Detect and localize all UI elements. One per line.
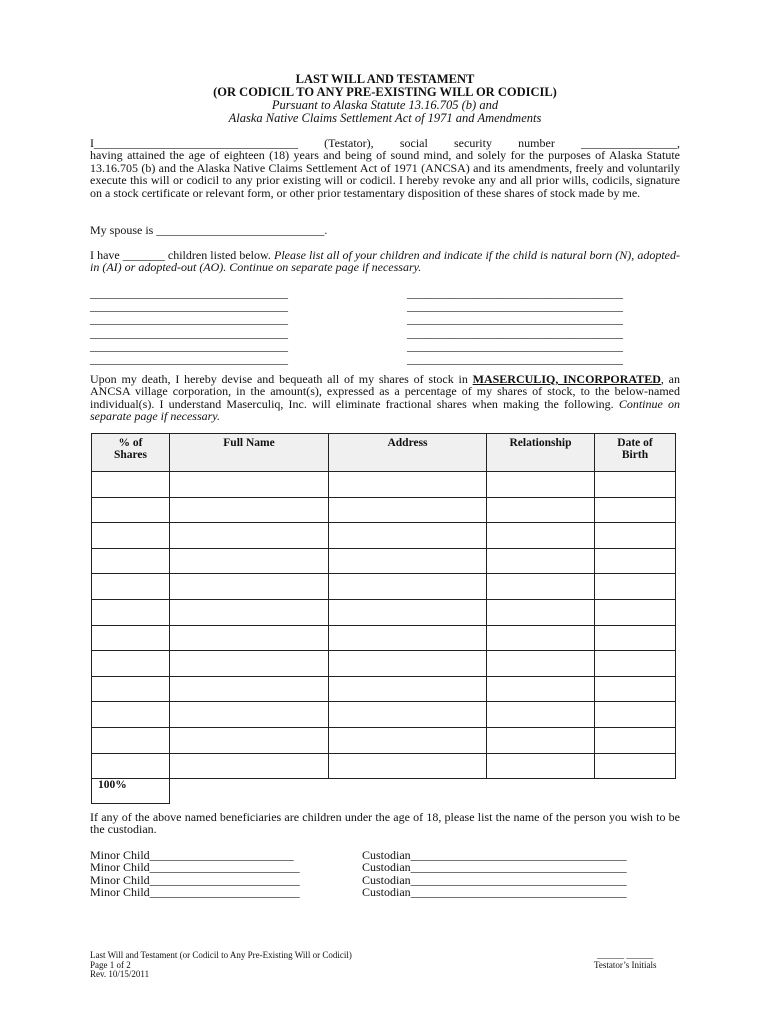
table-cell[interactable] bbox=[487, 497, 595, 523]
minor-child-field[interactable]: Minor Child_________________________ bbox=[90, 860, 300, 875]
table-cell[interactable] bbox=[329, 676, 487, 702]
table-cell[interactable] bbox=[595, 625, 676, 651]
table-cell[interactable] bbox=[92, 497, 170, 523]
col-header-address: Address bbox=[329, 434, 487, 472]
table-cell[interactable] bbox=[595, 523, 676, 549]
custodian-field[interactable]: Custodian____________________________________ bbox=[362, 860, 627, 875]
initials-label: Testator’s Initials bbox=[594, 959, 657, 970]
table-cell[interactable] bbox=[92, 676, 170, 702]
child-entry-right[interactable]: ____________________________________ bbox=[407, 352, 623, 366]
col-header-percent-l2: Shares bbox=[113, 449, 148, 461]
table-cell[interactable] bbox=[170, 599, 329, 625]
table-cell[interactable] bbox=[92, 727, 170, 753]
table-cell[interactable] bbox=[487, 574, 595, 600]
child-entry-right[interactable]: ____________________________________ bbox=[407, 312, 623, 327]
custodian-field[interactable]: Custodian____________________________________ bbox=[362, 872, 627, 887]
table-row bbox=[92, 625, 676, 651]
col-header-dob-l1: Date of bbox=[617, 437, 653, 449]
table-cell[interactable] bbox=[170, 497, 329, 523]
table-cell[interactable] bbox=[92, 548, 170, 574]
table-cell[interactable] bbox=[329, 599, 487, 625]
table-row bbox=[92, 497, 676, 523]
table-cell[interactable] bbox=[487, 548, 595, 574]
table-cell[interactable] bbox=[595, 702, 676, 728]
empty-cell bbox=[487, 779, 595, 804]
subtitle-line-1: Pursuant to Alaska Statute 13.16.705 (b) and bbox=[271, 98, 499, 112]
declaration-text: having attained the age of eighteen (18) years and being of sound mind, and solely for the purposes of Alaska Statute 13.16.705 (b) and the Alaska Native Claims Settlement Act of 1971 (ANCSA) and its amendments, freely and voluntarily execute this will or codicil to any prior existing will or codicil. I hereby revoke any and all prior wills, codicils, signature on a stock certificate or relevant form, or other prior testamentary disposition of these shares of stock made by me. bbox=[90, 148, 680, 200]
table-cell[interactable] bbox=[329, 497, 487, 523]
title-line-2: (OR CODICIL TO ANY PRE-EXISTING WILL OR CODICIL) bbox=[213, 85, 557, 99]
footer-page-number: Page 1 of 2 bbox=[90, 959, 131, 970]
table-row bbox=[92, 472, 676, 498]
table-cell[interactable] bbox=[595, 676, 676, 702]
table-cell[interactable] bbox=[170, 548, 329, 574]
table-cell[interactable] bbox=[170, 676, 329, 702]
table-cell[interactable] bbox=[170, 472, 329, 498]
bequest-instruction: Continue on separate page if necessary. bbox=[90, 396, 680, 424]
table-row bbox=[92, 727, 676, 753]
testator-name-ssn-line: I__________________________________ (Testator), social security number ________________, bbox=[90, 136, 680, 150]
table-header-row bbox=[92, 434, 676, 472]
custodian-field[interactable]: Custodian____________________________________ bbox=[362, 848, 627, 862]
initials-line: ______ ______ bbox=[597, 950, 654, 960]
table-row bbox=[92, 574, 676, 600]
table-cell[interactable] bbox=[170, 625, 329, 651]
subtitle-line-2: Alaska Native Claims Settlement Act of 1971 and Amendments bbox=[228, 111, 542, 125]
table-cell[interactable] bbox=[487, 753, 595, 779]
table-row bbox=[92, 651, 676, 677]
custodian-paragraph: If any of the above named beneficiaries are children under the age of 18, please list the name of the person you wish to be the custodian. bbox=[90, 810, 680, 837]
empty-cell bbox=[595, 779, 676, 804]
table-row bbox=[92, 676, 676, 702]
empty-cell bbox=[170, 779, 329, 804]
spouse-line: My spouse is ____________________________. bbox=[90, 223, 328, 237]
table-cell[interactable] bbox=[487, 625, 595, 651]
custodian-field[interactable]: Custodian____________________________________ bbox=[362, 885, 627, 900]
title-line-1: LAST WILL AND TESTAMENT bbox=[295, 72, 475, 86]
minor-child-field[interactable]: Minor Child_________________________ bbox=[90, 885, 300, 900]
total-percent: 100% bbox=[92, 779, 170, 804]
bequest-text-b: , an ANCSA village corporation, in the amount(s), expressed as a percentage of my shares of stock, to the below-named individual(s). I understand Maserculiq, Inc. will eliminate fractional shares when making the following. bbox=[90, 372, 680, 411]
table-cell[interactable] bbox=[329, 753, 487, 779]
minor-child-field[interactable]: Minor Child_________________________ bbox=[90, 872, 300, 887]
table-row bbox=[92, 753, 676, 779]
empty-cell bbox=[329, 779, 487, 804]
col-header-full-name: Full Name bbox=[170, 434, 329, 472]
testator-declaration bbox=[90, 137, 680, 199]
table-row bbox=[92, 599, 676, 625]
footer-revision: Rev. 10/15/2011 bbox=[90, 969, 150, 979]
table-cell[interactable] bbox=[595, 472, 676, 498]
children-count-line: I have _______ children listed below. bbox=[90, 248, 274, 262]
col-header-relationship: Relationship bbox=[487, 434, 595, 472]
table-cell[interactable] bbox=[595, 599, 676, 625]
col-header-dob-l2: Birth bbox=[621, 449, 649, 461]
table-cell[interactable] bbox=[487, 676, 595, 702]
table-cell[interactable] bbox=[329, 625, 487, 651]
table-row bbox=[92, 702, 676, 728]
table-cell[interactable] bbox=[595, 651, 676, 677]
table-cell[interactable] bbox=[595, 548, 676, 574]
table-cell[interactable] bbox=[329, 523, 487, 549]
child-entry-right[interactable]: ____________________________________ bbox=[407, 338, 623, 353]
table-cell[interactable] bbox=[487, 727, 595, 753]
table-cell[interactable] bbox=[92, 472, 170, 498]
table-cell[interactable] bbox=[92, 651, 170, 677]
bequest-paragraph bbox=[90, 373, 680, 423]
minor-child-field[interactable]: Minor Child________________________ bbox=[90, 848, 294, 862]
child-entry-left[interactable]: _________________________________ bbox=[90, 312, 288, 327]
children-paragraph bbox=[90, 249, 680, 274]
company-name: MASERCULIQ, INCORPORATED bbox=[472, 372, 661, 386]
table-body bbox=[92, 472, 676, 804]
child-entry-left[interactable]: _________________________________ bbox=[90, 286, 288, 300]
footer-left bbox=[90, 951, 352, 980]
table-cell[interactable] bbox=[329, 727, 487, 753]
table-cell[interactable] bbox=[92, 753, 170, 779]
table-cell[interactable] bbox=[329, 651, 487, 677]
table-cell[interactable] bbox=[329, 702, 487, 728]
child-entry-left[interactable]: _________________________________ bbox=[90, 338, 288, 353]
total-row bbox=[92, 779, 676, 804]
table-cell[interactable] bbox=[92, 702, 170, 728]
table-cell[interactable] bbox=[92, 574, 170, 600]
child-entry-left[interactable]: _________________________________ bbox=[90, 325, 288, 340]
table-cell[interactable] bbox=[487, 702, 595, 728]
child-entry-right[interactable]: ____________________________________ bbox=[407, 325, 623, 340]
table-cell[interactable] bbox=[487, 599, 595, 625]
child-entry-left[interactable]: _________________________________ bbox=[90, 352, 288, 366]
table-cell[interactable] bbox=[170, 727, 329, 753]
child-entry-left[interactable]: _________________________________ bbox=[90, 299, 288, 314]
table-cell[interactable] bbox=[170, 702, 329, 728]
table-cell[interactable] bbox=[329, 574, 487, 600]
child-entry-right[interactable]: ____________________________________ bbox=[407, 299, 623, 314]
child-entry-right[interactable]: ____________________________________ bbox=[407, 286, 623, 300]
table-cell[interactable] bbox=[487, 651, 595, 677]
col-header-percent-l1: % of bbox=[118, 437, 143, 449]
table-cell[interactable] bbox=[595, 727, 676, 753]
table-cell[interactable] bbox=[92, 625, 170, 651]
document-title bbox=[90, 73, 680, 125]
table-cell[interactable] bbox=[595, 497, 676, 523]
footer-right bbox=[594, 951, 656, 970]
table-cell[interactable] bbox=[329, 548, 487, 574]
table-cell[interactable] bbox=[487, 523, 595, 549]
table-row bbox=[92, 548, 676, 574]
table-cell[interactable] bbox=[170, 523, 329, 549]
table-cell[interactable] bbox=[170, 753, 329, 779]
children-instruction: Please list all of your children and indicate if the child is natural born (N), adopted-in (AI) or adopted-out (AO). Continue on separate page if necessary. bbox=[90, 248, 680, 275]
table-cell[interactable] bbox=[487, 472, 595, 498]
bequest-text-a: Upon my death, I hereby devise and bequeath all of my shares of stock in bbox=[90, 372, 473, 386]
beneficiary-table bbox=[91, 433, 676, 804]
table-cell[interactable] bbox=[170, 651, 329, 677]
table-cell[interactable] bbox=[92, 523, 170, 549]
table-cell[interactable] bbox=[92, 599, 170, 625]
footer-doc-title: Last Will and Testament (or Codicil to Any Pre-Existing Will or Codicil) bbox=[90, 950, 352, 960]
table-cell[interactable] bbox=[329, 472, 487, 498]
table-cell[interactable] bbox=[595, 574, 676, 600]
table-cell[interactable] bbox=[595, 753, 676, 779]
table-cell[interactable] bbox=[170, 574, 329, 600]
col-header-dob bbox=[595, 434, 676, 472]
col-header-percent bbox=[92, 434, 170, 472]
table-row bbox=[92, 523, 676, 549]
